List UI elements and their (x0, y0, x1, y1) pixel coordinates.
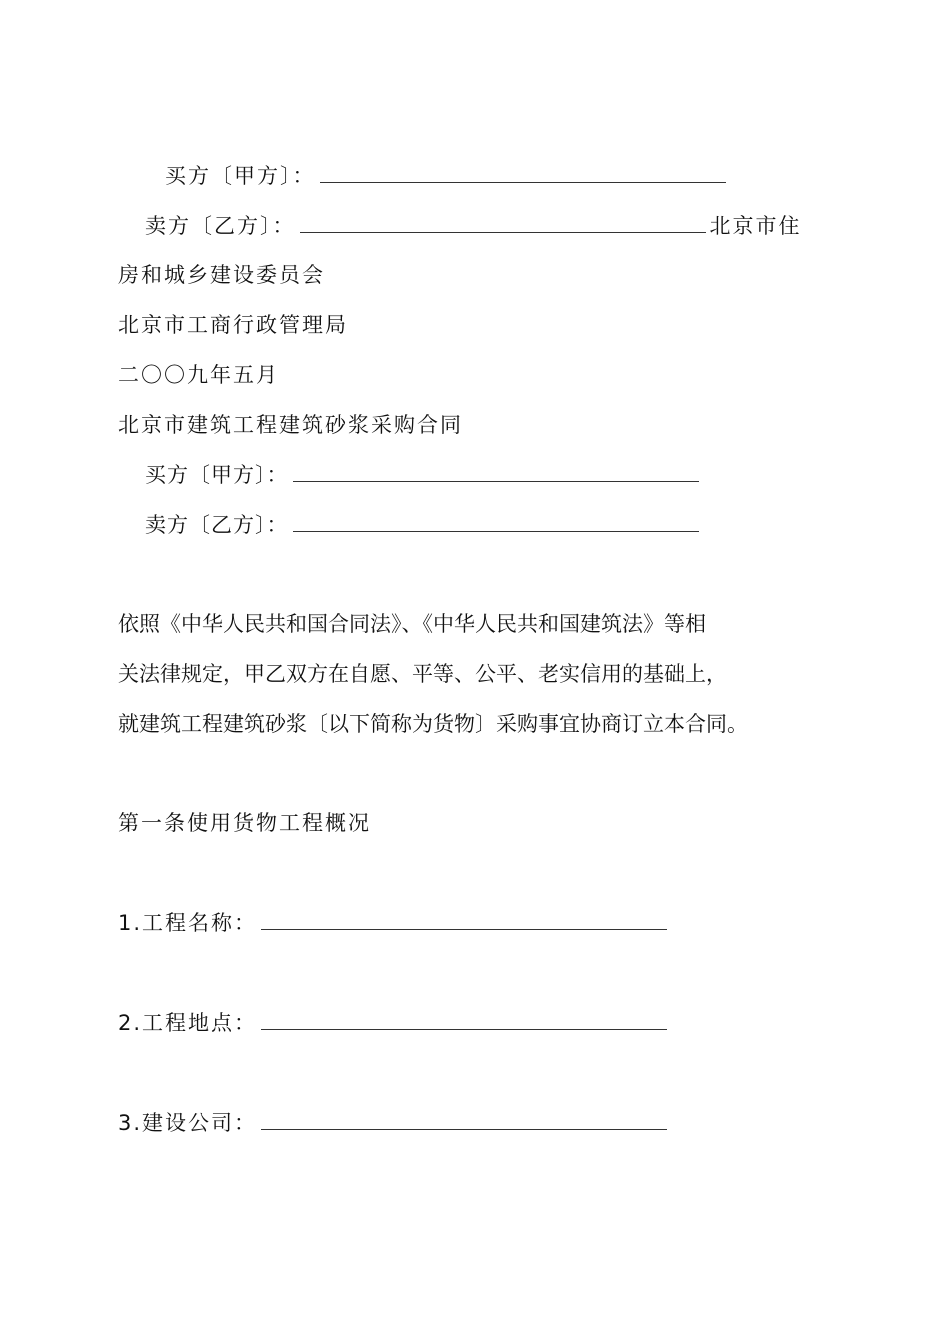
item-2-label: 2.工程地点： (118, 1011, 258, 1035)
item-1-project-name (118, 908, 667, 938)
preamble-line-2 (118, 659, 727, 689)
seller-blank (300, 214, 706, 233)
contract-title (118, 410, 463, 440)
seller-field-1 (145, 211, 802, 241)
preamble-line-1 (118, 609, 706, 639)
seller-label-2: 卖方〔乙方〕： (145, 513, 289, 537)
item-2-blank (261, 1011, 667, 1030)
article-1-heading (118, 808, 371, 838)
issuer-1-part-b: 房和城乡建设委员会 (118, 263, 325, 287)
issuer-2 (118, 310, 348, 340)
issuer-1-part-a: 北京市住 (709, 214, 802, 238)
issuer-2-text: 北京市工商行政管理局 (118, 313, 348, 337)
preamble-text-2: 关法律规定，甲乙双方在自愿、平等、公平、老实信用的基础上， (118, 662, 727, 686)
item-3-blank (261, 1111, 667, 1130)
article-1-title: 第一条使用货物工程概况 (118, 811, 371, 835)
buyer-blank-2 (293, 463, 699, 482)
buyer-field-1 (165, 161, 726, 191)
issue-date (118, 360, 279, 390)
seller-field-2 (145, 510, 699, 540)
issue-date-text: 二〇〇九年五月 (118, 363, 279, 387)
item-1-label: 1.工程名称： (118, 911, 258, 935)
buyer-label: 买方〔甲方〕： (165, 164, 316, 188)
preamble-text-1: 依照《中华人民共和国合同法》、《中华人民共和国建筑法》等相 (118, 612, 706, 636)
buyer-label-2: 买方〔甲方〕： (145, 463, 289, 487)
preamble-text-3: 就建筑工程建筑砂浆〔以下简称为货物〕采购事宜协商订立本合同。 (118, 712, 748, 736)
issuer-1-continued (118, 260, 325, 290)
item-2-project-location (118, 1008, 667, 1038)
contract-title-text: 北京市建筑工程建筑砂浆采购合同 (118, 413, 463, 437)
seller-label: 卖方〔乙方〕： (145, 214, 296, 238)
item-1-blank (261, 911, 667, 930)
item-3-construction-company (118, 1108, 667, 1138)
seller-blank-2 (293, 513, 699, 532)
preamble-line-3 (118, 709, 748, 739)
buyer-field-2 (145, 460, 699, 490)
buyer-blank (320, 164, 726, 183)
item-3-label: 3.建设公司： (118, 1111, 258, 1135)
